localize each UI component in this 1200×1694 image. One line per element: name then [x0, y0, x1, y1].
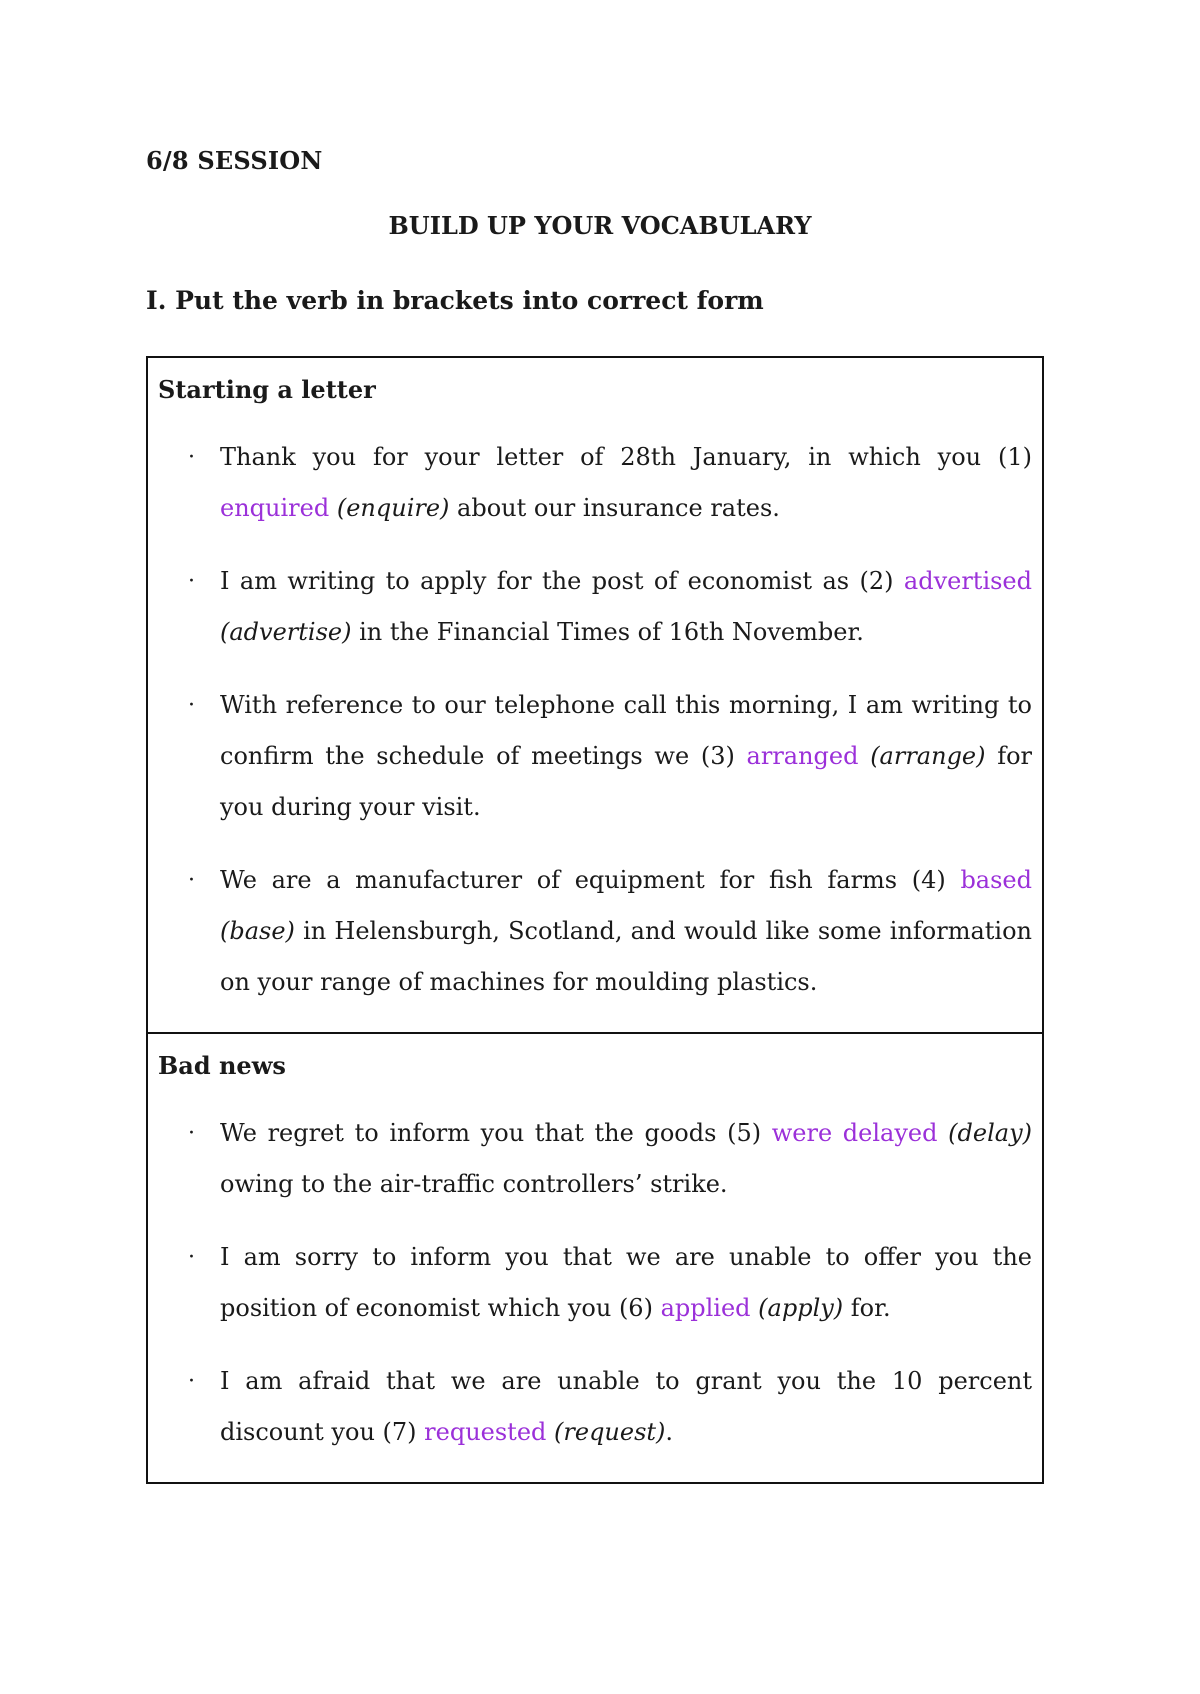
session-label: 6/8 SESSION — [146, 146, 323, 175]
answer-text: were delayed — [771, 1119, 938, 1147]
exercise-table — [146, 356, 1044, 1484]
bullet-icon: · — [188, 445, 195, 470]
bullet-icon: · — [188, 693, 195, 718]
list-item — [158, 855, 1032, 1008]
item-text-after: in the Financial Times of 16th November. — [351, 618, 864, 646]
verb-hint: (delay) — [948, 1119, 1032, 1147]
verb-hint: (apply) — [758, 1294, 844, 1322]
verb-hint: (enquire) — [336, 494, 450, 522]
answer-text: based — [960, 866, 1032, 894]
section-bad-news — [148, 1032, 1042, 1482]
exercise-instruction: I. Put the verb in brackets into correct form — [146, 286, 764, 315]
answer-text: advertised — [903, 567, 1032, 595]
verb-hint: (arrange) — [870, 742, 986, 770]
item-text-after: for. — [843, 1294, 891, 1322]
verb-hint: (base) — [220, 917, 295, 945]
answer-text: requested — [424, 1418, 547, 1446]
bullet-icon: · — [188, 1121, 195, 1146]
item-text-before: I am writing to apply for the post of economist as (2) — [220, 567, 904, 595]
item-text-before: Thank you for your letter of 28th January, in which you (1) — [220, 443, 1032, 471]
answer-text: enquired — [220, 494, 330, 522]
answer-text: arranged — [746, 742, 859, 770]
list-item — [158, 1108, 1032, 1210]
answer-text: applied — [660, 1294, 751, 1322]
item-text-after: in Helensburgh, Scotland, and would like some information on your range of machines for moulding plastics. — [220, 917, 1032, 996]
section-starting-a-letter — [148, 358, 1042, 1032]
list-item — [158, 680, 1032, 833]
list-item — [158, 556, 1032, 658]
section-title: Starting a letter — [158, 375, 376, 404]
item-text-after: for you during your visit. — [220, 742, 1032, 821]
item-text-after: owing to the air-traffic controllers’ strike. — [220, 1170, 728, 1198]
verb-hint: (advertise) — [220, 618, 352, 646]
item-text-after: . — [665, 1418, 674, 1446]
bullet-icon: · — [188, 569, 195, 594]
item-text-before: I am afraid that we are unable to grant you the 10 percent discount you (7) — [220, 1367, 1032, 1446]
page-title: BUILD UP YOUR VOCABULARY — [388, 211, 812, 240]
item-text-before: I am sorry to inform you that we are unable to offer you the position of economist which you (6) — [220, 1243, 1032, 1322]
list-item — [158, 1356, 1032, 1458]
bullet-icon: · — [188, 868, 195, 893]
verb-hint: (request) — [554, 1418, 666, 1446]
section-title: Bad news — [158, 1051, 286, 1080]
item-text-before: We are a manufacturer of equipment for fish farms (4) — [220, 866, 961, 894]
list-item — [158, 1232, 1032, 1334]
item-text-after: about our insurance rates. — [449, 494, 780, 522]
item-text-before: With reference to our telephone call this morning, I am writing to confirm the schedule of meetings we (3) — [220, 691, 1032, 770]
bullet-icon: · — [188, 1369, 195, 1394]
item-text-before: We regret to inform you that the goods (5) — [220, 1119, 772, 1147]
list-item — [158, 432, 1032, 534]
bullet-icon: · — [188, 1245, 195, 1270]
